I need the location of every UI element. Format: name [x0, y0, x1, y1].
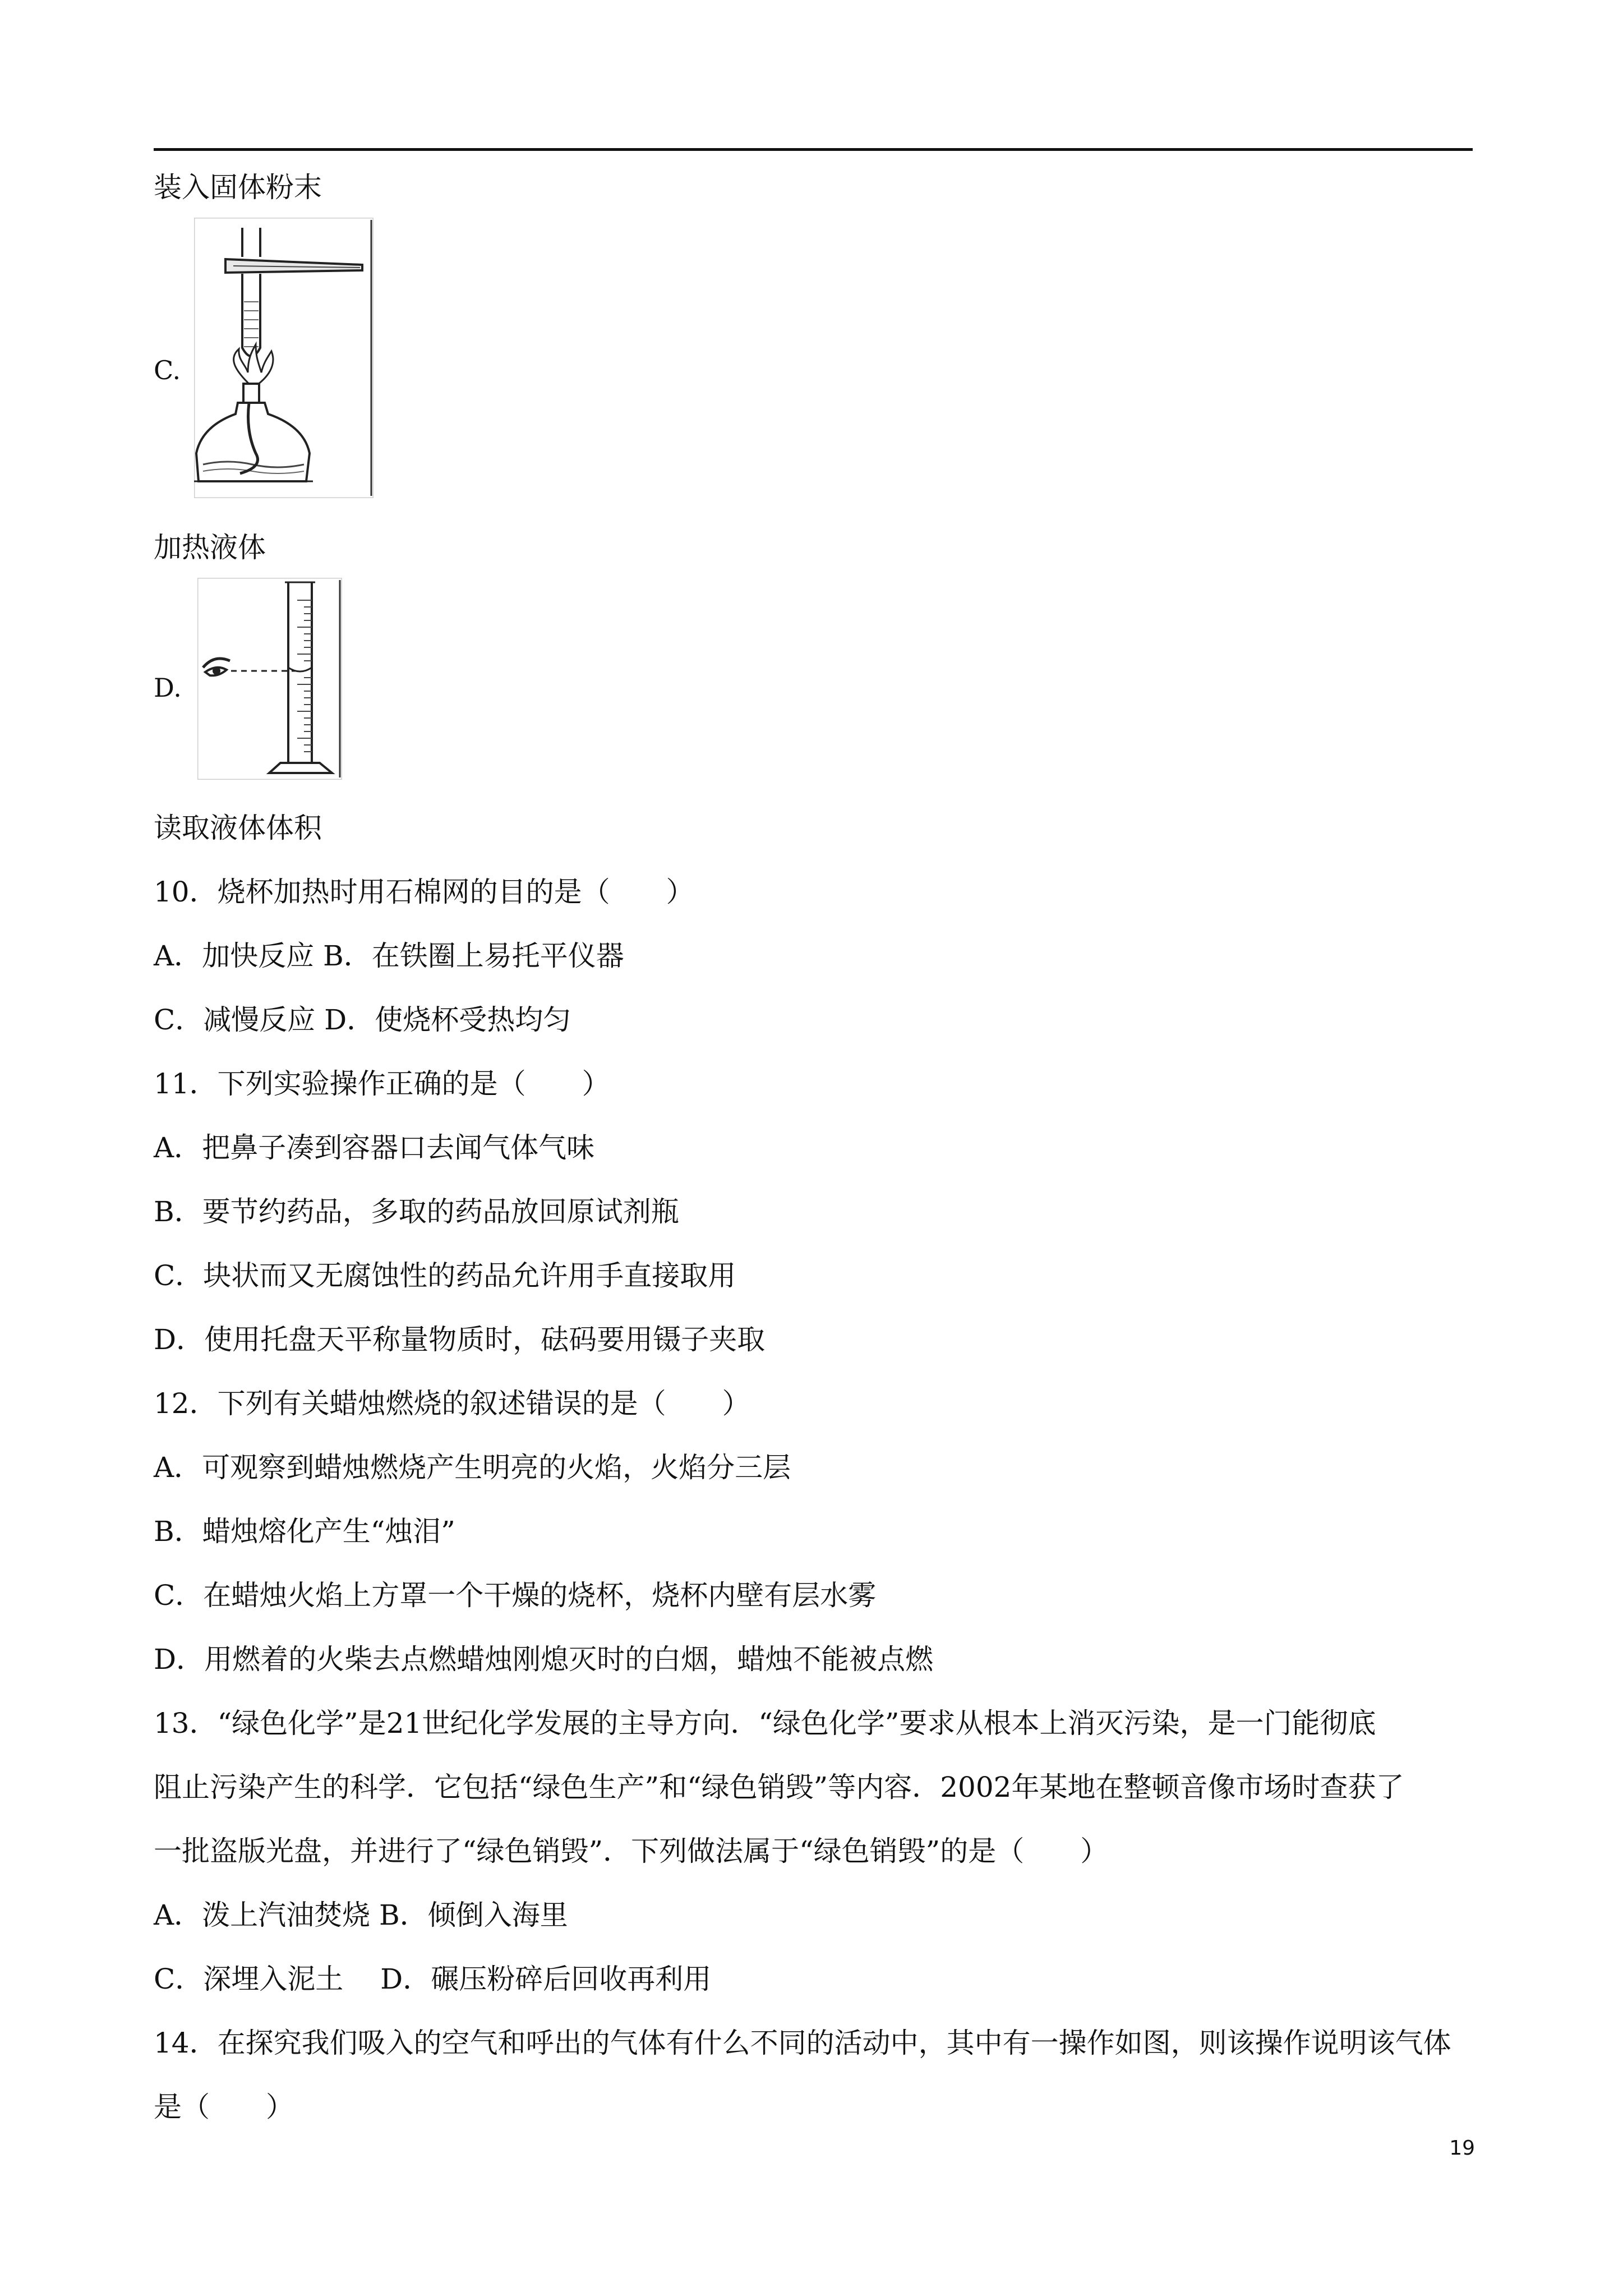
- question-11-option-d: D．使用托盘天平称量物质时，砝码要用镊子夹取: [154, 1323, 766, 1356]
- reading-cylinder-figure: [197, 578, 342, 780]
- question-12-option-a: A．可观察到蜡烛燃烧产生明亮的火焰，火焰分三层: [154, 1451, 791, 1484]
- question-10-option-ab: A．加快反应 B．在铁圈上易托平仪器: [154, 940, 624, 972]
- question-13-option-cd: C．深埋入泥土 D．碾压粉碎后回收再利用: [154, 1963, 712, 1995]
- question-10-option-cd: C．减慢反应 D．使烧杯受热均匀: [154, 1004, 571, 1036]
- heating-liquid-illustration: [194, 218, 374, 498]
- figure-c-caption: 加热液体: [154, 531, 266, 564]
- question-11-option-a: A．把鼻子凑到容器口去闻气体气味: [154, 1131, 595, 1164]
- question-13-stem-line-3: 一批盗版光盘，并进行了“绿色销毁”．下列做法属于“绿色销毁”的是（ ）: [154, 1835, 1109, 1867]
- question-14-stem-line-2: 是（ ）: [154, 2091, 294, 2123]
- question-11-option-b: B．要节约药品，多取的药品放回原试剂瓶: [154, 1195, 679, 1228]
- eye-icon: [203, 659, 230, 675]
- question-13-option-ab: A．泼上汽油焚烧 B．倾倒入海里: [154, 1899, 568, 1931]
- reading-cylinder-illustration: [197, 578, 342, 780]
- header-rule: [154, 148, 1473, 151]
- question-12-option-b: B．蜡烛熔化产生“烛泪”: [154, 1515, 455, 1548]
- option-c-label: C.: [154, 355, 181, 385]
- heating-liquid-figure: [194, 218, 374, 498]
- question-11-stem: 11．下列实验操作正确的是（ ）: [154, 1068, 610, 1100]
- figure-b-caption: 装入固体粉末: [154, 171, 322, 204]
- question-12-option-d: D．用燃着的火柴去点燃蜡烛刚熄灭时的白烟，蜡烛不能被点燃: [154, 1643, 934, 1676]
- question-12-option-c: C．在蜡烛火焰上方罩一个干燥的烧杯，烧杯内壁有层水雾: [154, 1579, 877, 1612]
- figure-d-caption: 读取液体体积: [154, 812, 322, 844]
- question-14-stem-line-1: 14．在探究我们吸入的空气和呼出的气体有什么不同的活动中，其中有一操作如图，则该操作说明该气体: [154, 2027, 1451, 2059]
- option-d-label: D.: [154, 673, 182, 703]
- question-13-stem-line-2: 阻止污染产生的科学．它包括“绿色生产”和“绿色销毁”等内容．2002年某地在整顿音像市场时查获了: [154, 1771, 1404, 1803]
- question-13-stem-line-1: 13．“绿色化学”是21世纪化学发展的主导方向．“绿色化学”要求从根本上消灭污染，是一门能彻底: [154, 1707, 1376, 1740]
- question-10-stem: 10．烧杯加热时用石棉网的目的是（ ）: [154, 876, 694, 908]
- question-12-stem: 12．下列有关蜡烛燃烧的叙述错误的是（ ）: [154, 1387, 750, 1420]
- page-number: 19: [1449, 2137, 1475, 2160]
- question-11-option-c: C．块状而又无腐蚀性的药品允许用手直接取用: [154, 1259, 736, 1292]
